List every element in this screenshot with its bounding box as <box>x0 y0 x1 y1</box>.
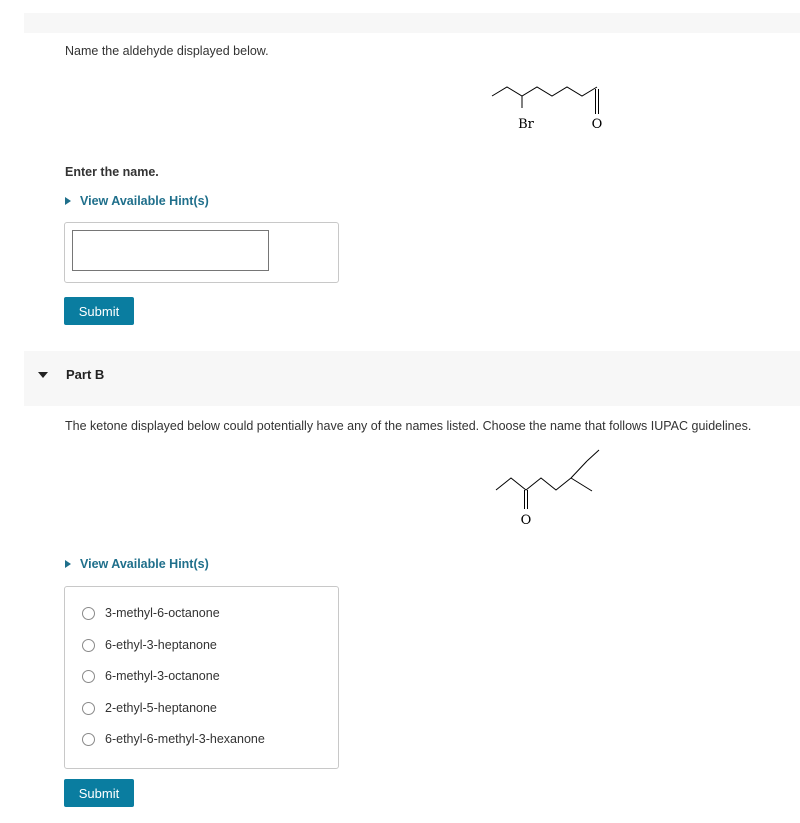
radio-button[interactable] <box>82 702 95 715</box>
part-b-hint-label: View Available Hint(s) <box>80 557 209 571</box>
triangle-right-icon <box>65 197 71 205</box>
part-b-header[interactable] <box>24 351 800 406</box>
radio-button[interactable] <box>82 733 95 746</box>
part-a-header-strip <box>24 13 800 33</box>
part-a-hint-label: View Available Hint(s) <box>80 194 209 208</box>
aldehyde-name-input[interactable] <box>72 230 269 271</box>
part-b-submit-button[interactable]: Submit <box>64 779 134 807</box>
oxygen-label: O <box>591 117 603 132</box>
option-label: 2-ethyl-5-heptanone <box>105 701 217 715</box>
ketone-structure <box>484 440 614 530</box>
part-a-hint-toggle[interactable] <box>65 194 209 208</box>
option-2[interactable] <box>82 635 217 655</box>
part-b-prompt: The ketone displayed below could potentially have any of the names listed. Choose the name that follows IUPAC guidelines. <box>65 419 752 433</box>
ketone-oxygen-label: O <box>520 513 532 528</box>
enter-name-label: Enter the name. <box>65 165 159 179</box>
option-label: 6-ethyl-6-methyl-3-hexanone <box>105 732 265 746</box>
aldehyde-structure <box>480 72 620 134</box>
part-a-submit-button[interactable]: Submit <box>64 297 134 325</box>
option-label: 6-ethyl-3-heptanone <box>105 638 217 652</box>
part-b-title[interactable]: Part B <box>66 367 105 382</box>
triangle-down-icon[interactable] <box>38 372 48 378</box>
option-4[interactable] <box>82 698 217 718</box>
option-label: 3-methyl-6-octanone <box>105 606 220 620</box>
option-5[interactable] <box>82 729 265 749</box>
option-3[interactable] <box>82 666 220 686</box>
option-1[interactable] <box>82 603 220 623</box>
triangle-right-icon <box>65 560 71 568</box>
part-a-prompt: Name the aldehyde displayed below. <box>65 44 269 58</box>
radio-button[interactable] <box>82 607 95 620</box>
radio-button[interactable] <box>82 639 95 652</box>
option-label: 6-methyl-3-octanone <box>105 669 220 683</box>
part-b-hint-toggle[interactable] <box>65 557 209 571</box>
radio-button[interactable] <box>82 670 95 683</box>
bromine-label: Br <box>518 117 534 132</box>
